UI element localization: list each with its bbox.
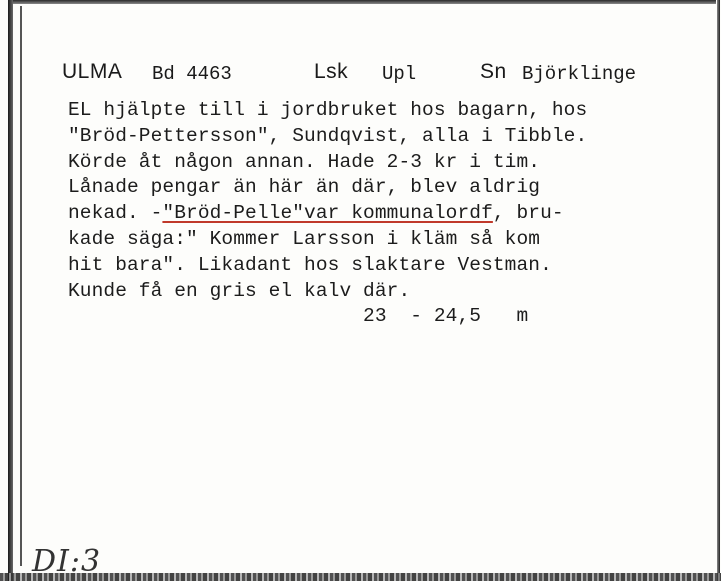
text-line: Lånade pengar än här än där, blev aldrig <box>68 176 541 199</box>
text-line: Körde åt någon annan. Hade 2-3 kr i tim. <box>68 150 541 173</box>
card-header <box>62 60 682 90</box>
text-segment: , bru- <box>492 202 564 225</box>
card-top-edge <box>10 0 716 4</box>
text-segment: nekad. - <box>68 202 163 225</box>
text-line <box>68 201 688 227</box>
card-bottom-edge <box>0 573 721 581</box>
lsk-label: Lsk <box>314 60 349 83</box>
text-line: EL hjälpte till i jordbruket hos bagarn, hos <box>68 99 588 121</box>
card-right-edge <box>717 0 720 581</box>
sn-value: Björklinge <box>522 63 637 85</box>
card-left-shadow <box>20 6 22 566</box>
lsk-value: Upl <box>382 63 417 85</box>
text-line: Kunde få en gris el kalv där. <box>68 279 411 302</box>
underlined-phrase: "Bröd-Pelle"var kommunalordf <box>162 202 493 225</box>
archive-name: ULMA <box>62 60 123 83</box>
handwritten-code: DI:3 <box>32 544 102 579</box>
text-line: hit bara". Likadant hos slaktare Vestman. <box>68 253 552 276</box>
text-line: kade säga:" Kommer Larsson i kläm så kom <box>68 227 541 250</box>
volume-number: Bd 4463 <box>152 63 232 85</box>
text-line: "Bröd-Pettersson", Sundqvist, alla i Tibble. <box>68 124 588 147</box>
card-left-edge <box>8 0 13 581</box>
record-text <box>68 98 688 330</box>
wage-line: 23 - 24,5 m <box>68 305 529 328</box>
sn-label: Sn <box>480 60 507 83</box>
